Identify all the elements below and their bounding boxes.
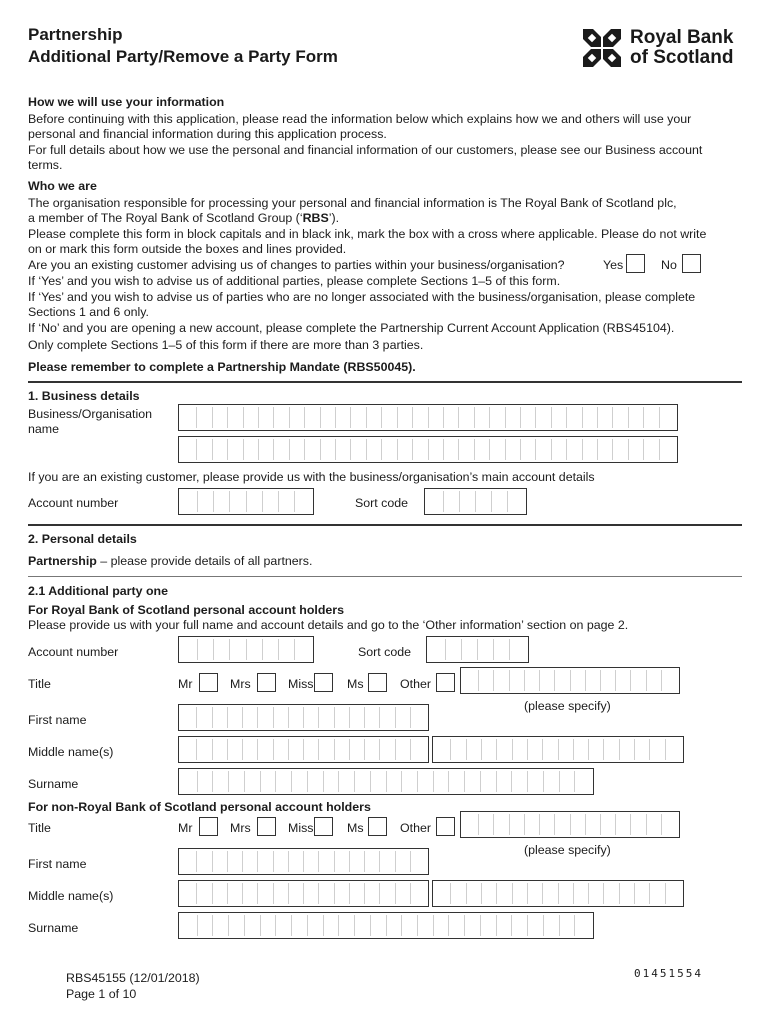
business-name-input-1[interactable] (178, 404, 678, 431)
first-name-input-2[interactable] (178, 848, 429, 875)
no-label: No (661, 258, 677, 272)
title-mrs-checkbox-2[interactable] (257, 817, 276, 836)
if-yes-remove-b: Sections 1 and 6 only. (28, 305, 150, 319)
form-title-line2: Additional Party/Remove a Party Form (28, 47, 338, 66)
title-mrs-label-1: Mrs (230, 677, 251, 691)
title-ms-label-2: Ms (347, 821, 364, 835)
remember-mandate: Please remember to complete a Partnership Mandate (RBS50045). (28, 360, 416, 374)
s2-sort-code-label: Sort code (358, 645, 412, 659)
non-rbs-heading: For non-Royal Bank of Scotland personal account holders (28, 800, 371, 814)
section-divider-2 (28, 524, 742, 526)
existing-customer-question: Are you an existing customer advising us of changes to parties within your business/organisation? (28, 258, 565, 272)
middle-name-input-2a[interactable] (178, 880, 429, 907)
rbs-holders-note: Please provide us with your full name and account details and go to the ‘Other information’ section on page 2. (28, 618, 629, 632)
surname-label-2: Surname (28, 921, 79, 935)
additional-party-heading: 2.1 Additional party one (28, 584, 168, 598)
title-miss-checkbox-1[interactable] (314, 673, 333, 692)
if-no-note: If ‘No’ and you are opening a new account, please complete the Partnership Current Account Application (RBS45104). (28, 321, 675, 335)
rbs-logo (580, 26, 745, 72)
subsection-divider (28, 576, 742, 577)
form-code: RBS45155 (12/01/2018) (66, 971, 200, 985)
title-other-input-2[interactable] (460, 811, 680, 838)
surname-input-1[interactable] (178, 768, 594, 795)
middle-name-input-1b[interactable] (432, 736, 684, 763)
title-mrs-label-2: Mrs (230, 821, 251, 835)
title-miss-label-1: Miss (288, 677, 314, 691)
title-mr-checkbox-1[interactable] (199, 673, 218, 692)
please-specify-2: (please specify) (524, 843, 611, 857)
s1-sort-code-label: Sort code (355, 496, 409, 510)
page-number: Page 1 of 10 (66, 987, 137, 1001)
title-ms-checkbox-1[interactable] (368, 673, 387, 692)
info-heading: How we will use your information (28, 95, 225, 109)
who-paragraph-a: The organisation responsible for processing your personal and financial information is The Royal Bank of Scotland plc, (28, 196, 677, 210)
title-mrs-checkbox-1[interactable] (257, 673, 276, 692)
title-ms-label-1: Ms (347, 677, 364, 691)
business-name-input-2[interactable] (178, 436, 678, 463)
logo-text-line1: Royal Bank (630, 27, 734, 48)
s2-account-number-input[interactable] (178, 636, 314, 663)
title-miss-label-2: Miss (288, 821, 314, 835)
title-mr-label-1: Mr (178, 677, 193, 691)
who-paragraph-b (28, 210, 339, 226)
title-ms-checkbox-2[interactable] (368, 817, 387, 836)
surname-label-1: Surname (28, 777, 79, 791)
info-paragraph-2b: terms. (28, 158, 63, 172)
s1-account-number-input[interactable] (178, 488, 314, 515)
logo-text-line2: of Scotland (630, 47, 734, 68)
no-checkbox[interactable] (682, 254, 701, 273)
title-other-checkbox-1[interactable] (436, 673, 455, 692)
middle-name-input-2b[interactable] (432, 880, 684, 907)
barcode-number: 01451554 (634, 967, 703, 980)
partnership-text: – please provide details of all partners. (96, 554, 313, 568)
section1-heading: 1. Business details (28, 389, 140, 403)
only-complete-note: Only complete Sections 1–5 of this form if there are more than 3 parties. (28, 338, 424, 352)
rbs-holders-heading: For Royal Bank of Scotland personal account holders (28, 603, 345, 617)
complete-instructions-b: on or mark this form outside the boxes and lines provided. (28, 242, 347, 256)
complete-instructions-a: Please complete this form in block capitals and in black ink, mark the box with a cross where applicable. Please do not write (28, 227, 707, 241)
business-name-label-b: name (28, 422, 59, 436)
info-paragraph-1b: personal and financial information during this application process. (28, 127, 387, 141)
title-mr-label-2: Mr (178, 821, 193, 835)
please-specify-1: (please specify) (524, 699, 611, 713)
title-label-1: Title (28, 677, 51, 691)
who-line2-post: ’). (328, 211, 340, 225)
middle-names-label-2: Middle name(s) (28, 889, 114, 903)
title-other-input-1[interactable] (460, 667, 680, 694)
surname-input-2[interactable] (178, 912, 594, 939)
rbs-daisy-wheel-icon (580, 26, 624, 70)
title-other-label-2: Other (400, 821, 431, 835)
partnership-note (28, 553, 312, 569)
first-name-label-2: First name (28, 857, 87, 871)
title-other-checkbox-2[interactable] (436, 817, 455, 836)
form-title-line1: Partnership (28, 25, 123, 44)
info-paragraph-2a: For full details about how we use the personal and financial information of our customers, please see our Business account (28, 143, 703, 157)
section-divider-1 (28, 381, 742, 383)
yes-checkbox[interactable] (626, 254, 645, 273)
title-other-label-1: Other (400, 677, 431, 691)
who-heading: Who we are (28, 179, 97, 193)
s2-account-number-label: Account number (28, 645, 119, 659)
who-line2-pre: a member of The Royal Bank of Scotland Group (‘ (28, 211, 303, 225)
if-yes-additional: If ‘Yes’ and you wish to advise us of additional parties, please complete Sections 1–5 of this form. (28, 274, 561, 288)
yes-label: Yes (603, 258, 624, 272)
s1-sort-code-input[interactable] (424, 488, 527, 515)
title-label-2: Title (28, 821, 51, 835)
section2-heading: 2. Personal details (28, 532, 137, 546)
first-name-input-1[interactable] (178, 704, 429, 731)
info-paragraph-1a: Before continuing with this application, please read the information below which explains how we and others will use your (28, 112, 692, 126)
existing-customer-note: If you are an existing customer, please provide us with the business/organisation’s main account details (28, 470, 595, 484)
first-name-label-1: First name (28, 713, 87, 727)
partnership-bold: Partnership (28, 554, 97, 568)
title-miss-checkbox-2[interactable] (314, 817, 333, 836)
s1-account-number-label: Account number (28, 496, 119, 510)
middle-name-input-1a[interactable] (178, 736, 429, 763)
s2-sort-code-input[interactable] (426, 636, 529, 663)
who-line2-bold: RBS (302, 211, 329, 225)
title-mr-checkbox-2[interactable] (199, 817, 218, 836)
if-yes-remove-a: If ‘Yes’ and you wish to advise us of parties who are no longer associated with the business/organisation, please complete (28, 290, 696, 304)
business-name-label-a: Business/Organisation (28, 407, 152, 421)
middle-names-label-1: Middle name(s) (28, 745, 114, 759)
